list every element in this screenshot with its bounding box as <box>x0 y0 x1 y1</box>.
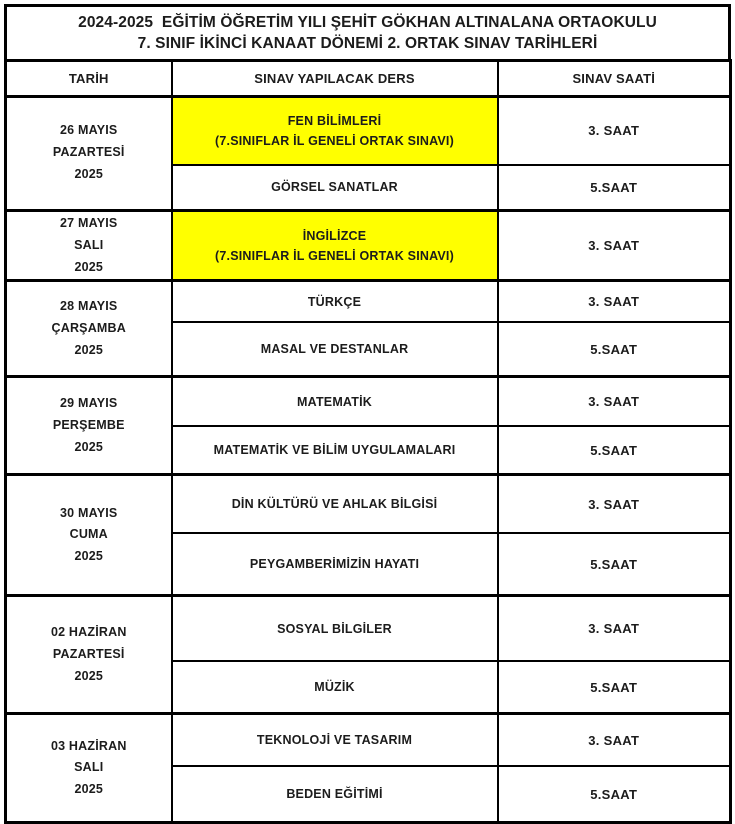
subject-line: PEYGAMBERİMİZİN HAYATI <box>249 557 420 572</box>
date-line: 2025 <box>74 549 104 564</box>
date-line: SALI <box>74 760 104 775</box>
date-line: 2025 <box>74 342 104 357</box>
subject-cell <box>172 475 498 534</box>
subject-cell <box>172 165 498 211</box>
exam-row <box>6 281 731 323</box>
date-line: 27 MAYIS <box>60 215 118 230</box>
exam-schedule-table <box>4 59 732 824</box>
exam-row <box>6 714 731 767</box>
subject-line: MÜZİK <box>314 680 355 695</box>
subject-cell <box>172 210 498 281</box>
date-line: 26 MAYIS <box>60 123 118 138</box>
subject-cell <box>172 596 498 662</box>
subject-cell <box>172 377 498 427</box>
exam-row <box>6 475 731 534</box>
time-cell: 3. SAAT <box>498 475 731 534</box>
date-line: PAZARTESİ <box>52 646 125 661</box>
subject-line: (7.SINIFLAR İL GENELİ ORTAK SINAVI) <box>215 133 454 148</box>
subject-cell <box>172 661 498 714</box>
time-cell: 3. SAAT <box>498 377 731 427</box>
date-line: PAZARTESİ <box>52 145 125 160</box>
date-cell <box>6 377 172 475</box>
time-cell: 5.SAAT <box>498 322 731 377</box>
exam-row <box>6 96 731 165</box>
header-time: SINAV SAATİ <box>498 60 731 96</box>
date-line: PERŞEMBE <box>52 417 125 432</box>
time-cell: 5.SAAT <box>498 426 731 475</box>
subject-line: (7.SINIFLAR İL GENELİ ORTAK SINAVI) <box>215 248 454 263</box>
date-line: 30 MAYIS <box>60 505 118 520</box>
time-cell: 3. SAAT <box>498 96 731 165</box>
subject-line: TÜRKÇE <box>307 294 362 309</box>
date-cell <box>6 96 172 210</box>
subject-line: MATEMATİK VE BİLİM UYGULAMALARI <box>213 443 456 458</box>
date-line: SALI <box>74 237 104 252</box>
date-line: 2025 <box>74 668 104 683</box>
exam-row <box>6 210 731 281</box>
date-line: 2025 <box>74 782 104 797</box>
header-date: TARİH <box>6 60 172 96</box>
subject-cell <box>172 714 498 767</box>
date-cell <box>6 714 172 823</box>
subject-line: İNGİLİZCE <box>302 228 367 243</box>
date-cell <box>6 475 172 596</box>
time-cell: 5.SAAT <box>498 165 731 211</box>
exam-row <box>6 377 731 427</box>
date-cell <box>6 210 172 281</box>
date-line: 03 HAZİRAN <box>50 738 127 753</box>
date-cell <box>6 596 172 714</box>
time-cell: 3. SAAT <box>498 596 731 662</box>
time-cell: 5.SAAT <box>498 533 731 596</box>
subject-cell <box>172 426 498 475</box>
subject-line: MATEMATİK <box>297 394 372 409</box>
date-cell <box>6 281 172 377</box>
subject-line: SOSYAL BİLGİLER <box>277 621 392 636</box>
subject-cell <box>172 766 498 823</box>
header-subject: SINAV YAPILACAK DERS <box>172 60 498 96</box>
time-cell: 5.SAAT <box>498 766 731 823</box>
subject-line: MASAL VE DESTANLAR <box>260 342 409 357</box>
date-line: 2025 <box>74 167 104 182</box>
schedule-body <box>6 96 731 823</box>
date-line: 28 MAYIS <box>60 299 118 314</box>
subject-cell <box>172 322 498 377</box>
time-cell: 3. SAAT <box>498 714 731 767</box>
date-line: ÇARŞAMBA <box>51 320 126 335</box>
subject-cell <box>172 281 498 323</box>
header-row <box>6 60 731 96</box>
title-line-2: 7. SINIF İKİNCİ KANAAT DÖNEMİ 2. ORTAK SINAV TARİHLERİ <box>137 35 598 53</box>
date-line: 29 MAYIS <box>60 396 118 411</box>
subject-line: GÖRSEL SANATLAR <box>271 180 398 195</box>
title-line-1: 2024-2025 EĞİTİM ÖĞRETİM YILI ŞEHİT GÖKHAN ALTINALANA ORTAOKULU <box>78 14 657 31</box>
title-box <box>4 4 731 62</box>
time-cell: 5.SAAT <box>498 661 731 714</box>
date-line: 02 HAZİRAN <box>50 625 127 640</box>
time-cell: 3. SAAT <box>498 210 731 281</box>
date-line: 2025 <box>74 439 104 454</box>
date-line: CUMA <box>69 527 108 542</box>
subject-line: TEKNOLOJİ VE TASARIM <box>256 733 413 748</box>
time-cell: 3. SAAT <box>498 281 731 323</box>
subject-cell <box>172 96 498 165</box>
subject-line: FEN BİLİMLERİ <box>287 113 382 128</box>
subject-line: DİN KÜLTÜRÜ VE AHLAK BİLGİSİ <box>231 497 438 512</box>
subject-line: BEDEN EĞİTİMİ <box>286 787 383 802</box>
subject-cell <box>172 533 498 596</box>
exam-row <box>6 596 731 662</box>
date-line: 2025 <box>74 259 104 274</box>
